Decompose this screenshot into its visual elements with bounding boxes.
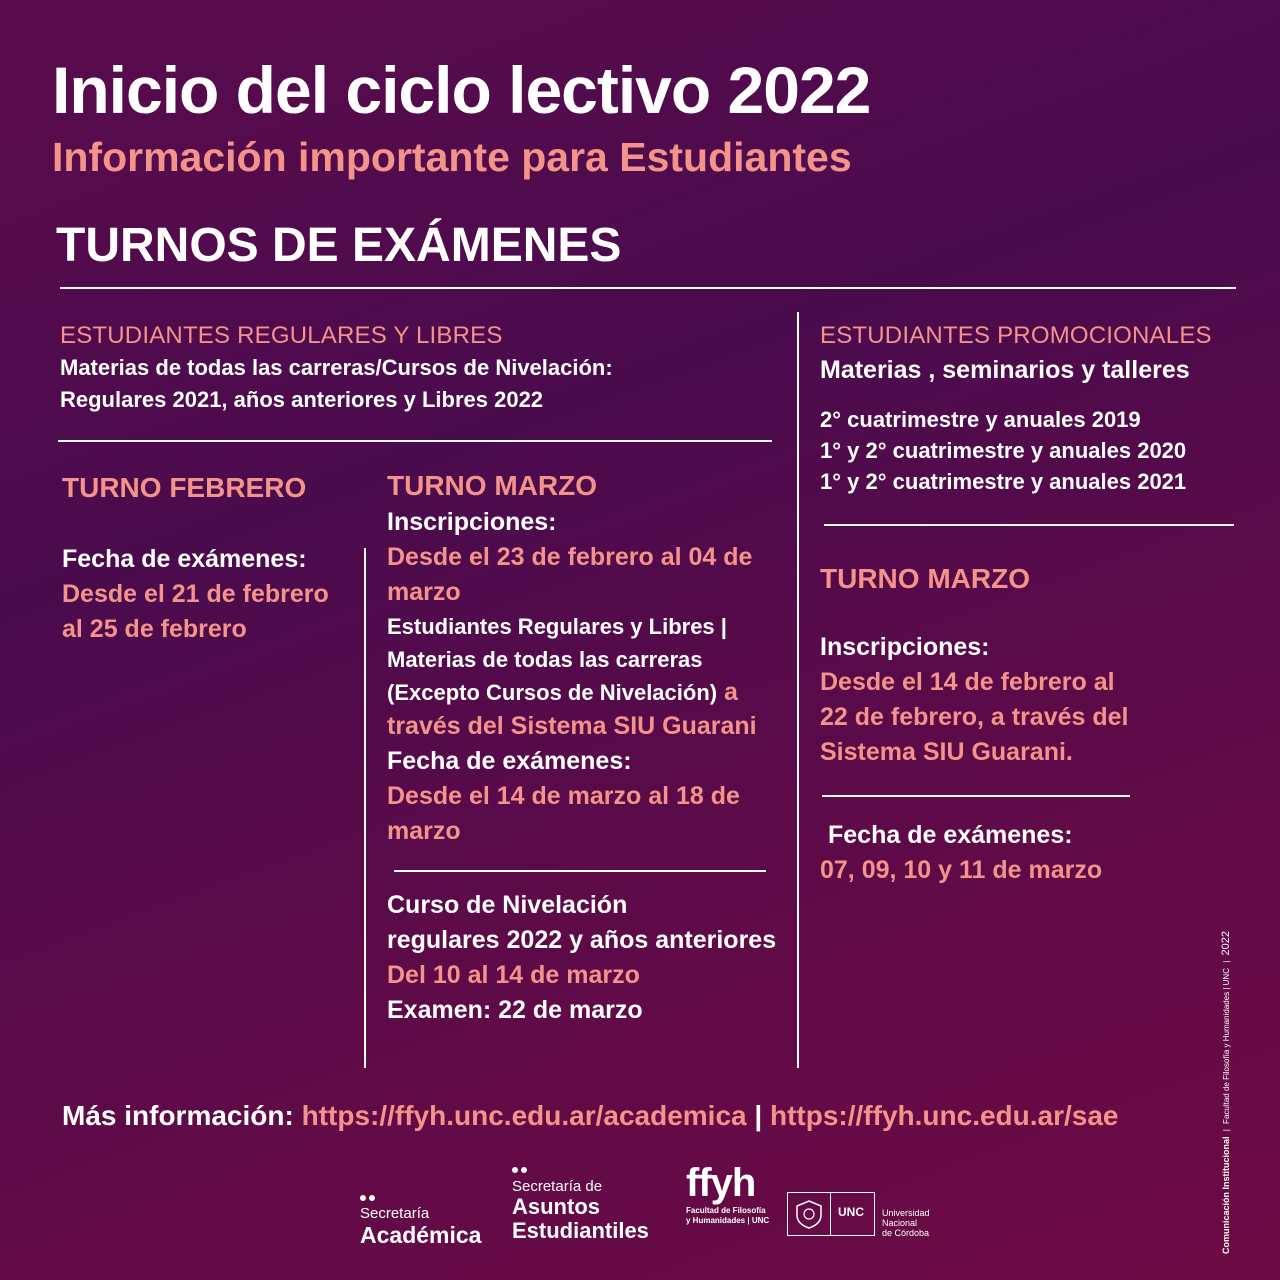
logo-ffyh-wordmark: ffyh [686, 1161, 756, 1205]
turno-marzo-heading: TURNO MARZO [387, 470, 597, 501]
promocionales-line-1: 2° cuatrimestre y anuales 2019 [820, 407, 1141, 432]
page-subtitle: Información importante para Estudiantes [52, 134, 852, 180]
febrero-exam-date-2: al 25 de febrero [62, 615, 247, 643]
promocionales-insc-3: Sistema SIU Guarani. [820, 738, 1073, 766]
marzo-note-2: Materias de todas las carreras [387, 647, 703, 672]
divider-vertical-middle [364, 548, 366, 1068]
febrero-exam-label: Fecha de exámenes: [62, 545, 307, 573]
marzo-exam-date-2: marzo [387, 817, 461, 845]
marzo-note-3 [387, 676, 757, 709]
promocionales-exam-block [820, 818, 1102, 888]
logo-ffyh-sub-1: Facultad de Filosofía [686, 1206, 766, 1215]
promocionales-insc-label: Inscripciones: [820, 633, 990, 661]
promocionales-heading: ESTUDIANTES PROMOCIONALES [820, 322, 1212, 349]
logo-ffyh [686, 1160, 769, 1226]
side-credit-area: Comunicación Institucional [1221, 1136, 1231, 1254]
logo-sec-asuntos-line-3: Estudiantiles [512, 1218, 649, 1243]
marzo-note-3-text: (Excepto Cursos de Nivelación) [387, 680, 718, 705]
unc-shield-icon [794, 1199, 824, 1229]
divider-promocionales-exam [822, 795, 1130, 797]
turno-febrero-heading: TURNO FEBRERO [62, 472, 307, 503]
promocionales-exam-dates: 07, 09, 10 y 11 de marzo [820, 856, 1103, 884]
logo-secretaria-asuntos [512, 1160, 649, 1243]
more-info-label: Más información: [62, 1100, 302, 1131]
logo-ffyh-sub-2: y Humanidades | UNC [686, 1216, 770, 1225]
regulares-line-1: Materias de todas las carreras/Cursos de Nivelación: [60, 355, 613, 380]
logo-secretaria-academica [360, 1188, 481, 1248]
regulares-line-2: Regulares 2021, años anteriores y Libres 2022 [60, 387, 544, 412]
promocionales-exam-label: Fecha de exámenes: [828, 821, 1073, 849]
regulares-heading: ESTUDIANTES REGULARES Y LIBRES [60, 322, 503, 349]
promocionales-line-2: 1° y 2° cuatrimestre y anuales 2020 [820, 438, 1187, 463]
divider-top [60, 287, 1236, 289]
marzo-exam-label: Fecha de exámenes: [387, 747, 632, 775]
link-academica[interactable]: https://ffyh.unc.edu.ar/academica [301, 1100, 747, 1131]
logo-unc-name-1: Universidad [882, 1208, 930, 1218]
logo-unc-name-3: de Córdoba [882, 1228, 930, 1238]
divider-curso [394, 870, 766, 872]
promocionales-turno-heading: TURNO MARZO [820, 563, 1030, 594]
side-credit-faculty: Facultad de Filosofía y Humanidades | UNC [1222, 968, 1231, 1124]
dots-icon [360, 1188, 481, 1206]
logo-unc-name [882, 1208, 930, 1238]
side-credit-year: 2022 [1220, 930, 1232, 956]
side-credit: Comunicación Institucional | Facultad de Filosofía y Humanidades | UNC | 2022 [1220, 930, 1232, 1254]
logo-unc-box [787, 1192, 875, 1236]
marzo-note-3-pink: a [717, 678, 738, 706]
divider-regulares [58, 440, 772, 442]
promocionales-insc-1: Desde el 14 de febrero al [820, 668, 1115, 696]
marzo-note-1: Estudiantes Regulares y Libres | [387, 614, 727, 639]
turno-marzo-block [387, 505, 757, 849]
curso-title: Curso de Nivelación [387, 891, 628, 919]
logo-unc-text: UNC [838, 1205, 864, 1219]
dots-icon [512, 1160, 649, 1178]
page-title: Inicio del ciclo lectivo 2022 [52, 53, 871, 127]
section-heading: TURNOS DE EXÁMENES [56, 219, 622, 272]
logo-sec-asuntos-line-2: Asuntos [512, 1194, 600, 1219]
marzo-insc-date-2: marzo [387, 578, 461, 606]
logo-sec-asuntos-line-1: Secretaría de [512, 1178, 603, 1195]
curso-date: Del 10 al 14 de marzo [387, 961, 640, 989]
curso-exam: Examen: 22 de marzo [387, 996, 643, 1024]
logo-unc-name-2: Nacional [882, 1218, 918, 1228]
promocionales-insc-block [820, 630, 1128, 770]
divider-promocionales [824, 524, 1234, 526]
promocionales-line-3: 1° y 2° cuatrimestre y anuales 2021 [820, 469, 1187, 494]
logo-sec-academica-line-2: Académica [360, 1222, 482, 1248]
marzo-insc-date-1: Desde el 23 de febrero al 04 de [387, 543, 753, 571]
promocionales-list [820, 404, 1186, 497]
curso-sub: regulares 2022 y años anteriores [387, 926, 777, 954]
promocionales-insc-2: 22 de febrero, a través del [820, 703, 1129, 731]
marzo-exam-date-1: Desde el 14 de marzo al 18 de [387, 782, 740, 810]
more-info [62, 1100, 1119, 1132]
divider-vertical-right [797, 312, 799, 1068]
link-sae[interactable]: https://ffyh.unc.edu.ar/sae [770, 1100, 1119, 1131]
link-separator: | [746, 1100, 770, 1131]
curso-nivelacion-block [387, 888, 776, 1028]
promocionales-sub: Materias , seminarios y talleres [820, 356, 1190, 384]
marzo-note-4: través del Sistema SIU Guarani [387, 712, 757, 740]
febrero-exam-date-1: Desde el 21 de febrero [62, 580, 329, 608]
marzo-insc-label: Inscripciones: [387, 508, 557, 536]
logo-sec-academica-line-1: Secretaría [360, 1205, 430, 1222]
turno-febrero-block [62, 542, 329, 647]
